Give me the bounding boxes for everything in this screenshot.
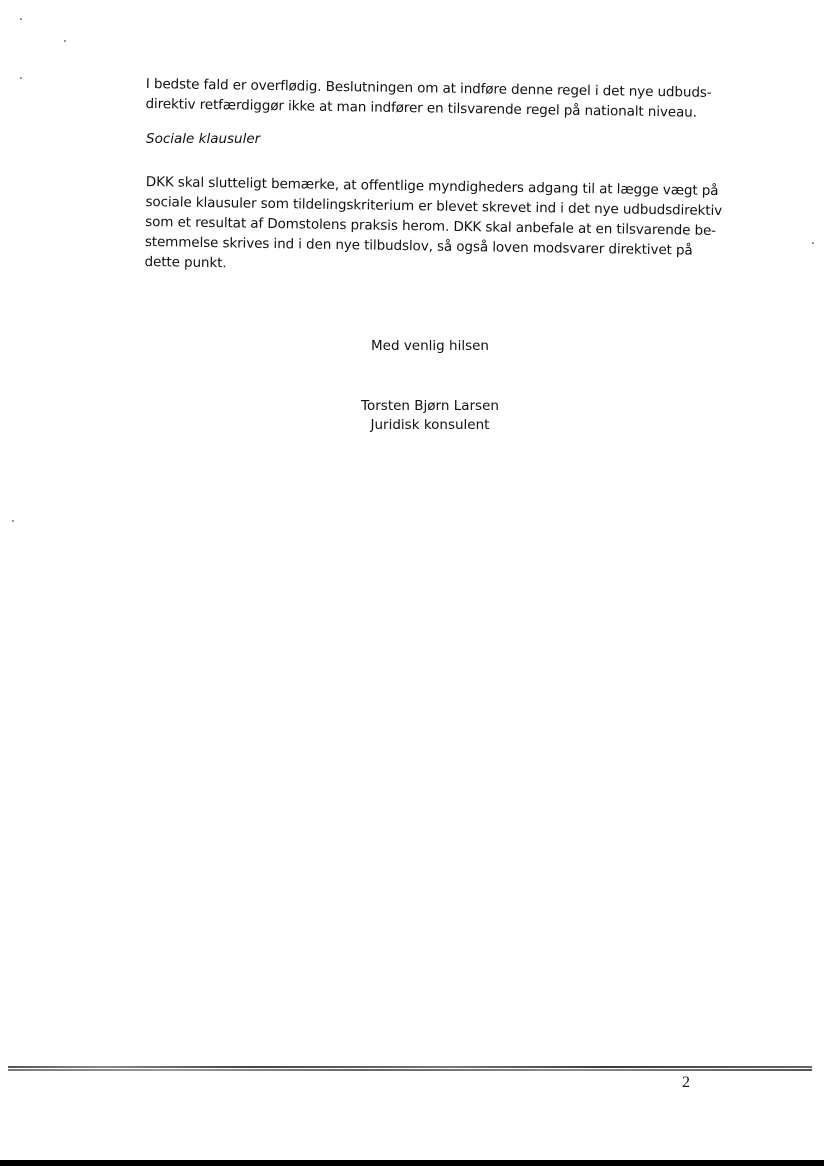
signer-title: Juridisk konsulent [370, 417, 490, 433]
scan-speck [812, 242, 814, 244]
footer-divider [8, 1066, 812, 1072]
signer-name: Torsten Bjørn Larsen [361, 398, 499, 414]
paragraph-social-clauses [144, 172, 725, 281]
text-line: direktiv retfærdiggør ikke at man indfører en tilsvarende regel på nationalt niveau. [145, 95, 698, 121]
closing-greeting: Med venlig hilsen [371, 338, 489, 354]
text-line: I bedste fald er overflødig. Beslutningen om at indføre denne regel i det nye udbuds- [145, 75, 712, 101]
text-line: som et resultat af Domstolens praksis herom. DKK skal anbefale at en tilsvarende be- [145, 213, 717, 239]
page-number: 2 [682, 1074, 690, 1091]
scan-speck [12, 520, 14, 522]
text-line: sociale klausuler som tildelingskriterium er blevet skrevet ind i det nye udbudsdirektiv [145, 193, 723, 220]
text-line: DKK skal slutteligt bemærke, at offentlige myndigheders adgang til at lægge vægt på [145, 173, 719, 199]
scan-speck [20, 18, 22, 20]
text-line: dette punkt. [144, 253, 227, 272]
paragraph-procurement-rule [145, 74, 726, 123]
section-heading: Sociale klausuler [146, 131, 261, 147]
scan-speck [20, 77, 22, 79]
scan-edge-bar [0, 1160, 824, 1166]
scan-speck [64, 40, 66, 42]
text-line: stemmelse skrives ind i den nye tilbudslov, så også loven modsvarer direktivet på [144, 233, 693, 259]
